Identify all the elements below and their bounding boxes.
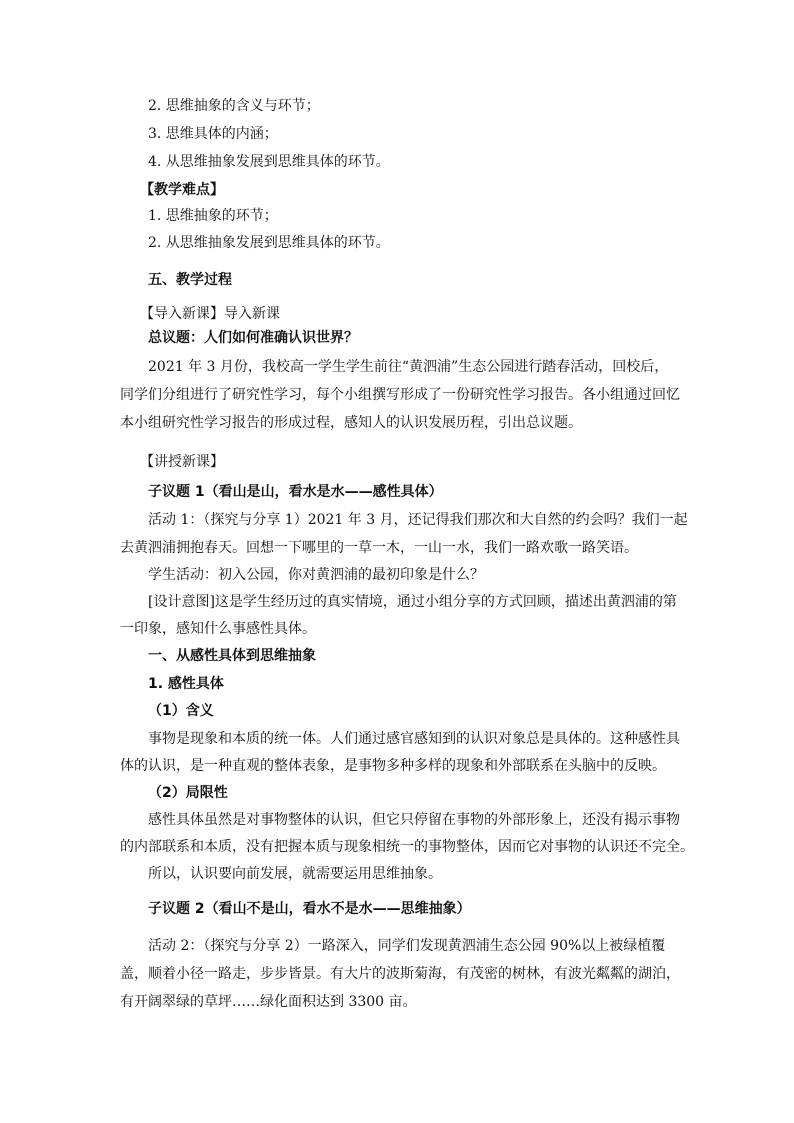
student-activity: 学生活动：初入公园，你对黄泗浦的最初印象是什么？ — [148, 567, 484, 583]
paragraph-line: 2021 年 3 月份，我校高一学生学生前往“黄泗浦”生态公园进行踏春活动，回校后， — [148, 359, 669, 375]
subsection-heading: （1）含义 — [148, 703, 214, 719]
subtopic-1-heading: 子议题 1（看山是山，看水是水——感性具体） — [148, 484, 443, 500]
key-point-3: 3. 思维具体的内涵； — [148, 126, 278, 142]
difficulty-2: 2. 从思维抽象发展到思维具体的环节。 — [148, 235, 390, 251]
paragraph-line: 的内部联系和本质，没有把握本质与现象相统一的事物整体，因而它对事物的认识还不完全。 — [120, 839, 694, 855]
key-point-2: 2. 思维抽象的含义与环节； — [148, 98, 320, 114]
section-heading-difficulties: 【教学难点】 — [140, 182, 224, 198]
intro-heading: 【导入新课】导入新课 — [140, 306, 280, 322]
difficulty-1: 1. 思维抽象的环节； — [148, 208, 278, 224]
design-intent: [设计意图]这是学生经历过的真实情境，通过小组分享的方式回顾，描述出黄泗浦的第 — [148, 594, 677, 610]
new-lesson-heading: 【讲授新课】 — [140, 454, 224, 470]
paragraph-line: 有开阔翠绿的草坪……绿化面积达到 3300 亩。 — [120, 994, 417, 1010]
paragraph-line: 事物是现象和本质的统一体。人们通过感官感知到的认识对象总是具体的。这种感性具 — [148, 731, 680, 747]
paragraph-line: 所以，认识要向前发展，就需要运用思维抽象。 — [148, 866, 442, 882]
paragraph-line: 一印象，感知什么事感性具体。 — [120, 621, 316, 637]
paragraph-line: 盖，顺着小径一路走，步步皆景。有大片的波斯菊海，有茂密的树林，有波光粼粼的湖泊， — [120, 966, 680, 982]
section-heading-process: 五、教学过程 — [148, 272, 232, 288]
paragraph-line: 同学们分组进行了研究性学习，每个小组撰写形成了一份研究性学习报告。各小组通过回忆 — [120, 387, 680, 403]
subsection-heading: （2）局限性 — [148, 785, 228, 801]
key-point-4: 4. 从思维抽象发展到思维具体的环节。 — [148, 154, 390, 170]
paragraph-line: 感性具体虽然是对事物整体的认识，但它只停留在事物的外部形象上，还没有揭示事物 — [148, 812, 680, 828]
main-topic: 总议题：人们如何准确认识世界？ — [148, 330, 358, 346]
subtopic-2-heading: 子议题 2（看山不是山，看水不是水——思维抽象） — [148, 901, 471, 917]
paragraph-line: 体的认识，是一种直观的整体表象，是事物多种多样的现象和外部联系在头脑中的反映。 — [120, 758, 666, 774]
part-1-heading: 一、从感性具体到思维抽象 — [148, 648, 316, 664]
paragraph-line: 本小组研究性学习报告的形成过程，感知人的认识发展历程，引出总议题。 — [120, 415, 582, 431]
paragraph-line: 去黄泗浦拥抱春天。回想一下哪里的一草一木，一山一水，我们一路欢歌一路笑语。 — [120, 540, 638, 556]
subsection-heading: 1. 感性具体 — [148, 676, 224, 692]
paragraph-line: 活动 2：（探究与分享 2）一路深入，同学们发现黄泗浦生态公园 90%以上被绿植覆 — [148, 938, 666, 954]
paragraph-line: 活动 1：（探究与分享 1）2021 年 3 月，还记得我们那次和大自然的约会吗？我们一起 — [148, 512, 688, 528]
